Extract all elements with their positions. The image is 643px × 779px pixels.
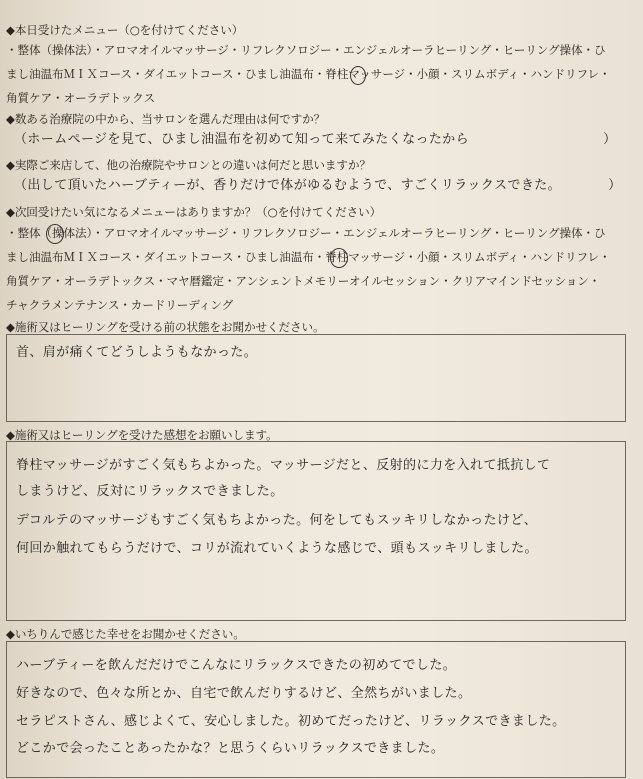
q5-answer-line-1: 首、肩が痛くてどうしようもなかった。 bbox=[16, 345, 258, 360]
q6-answer-line-1: 脊柱マッサージがすごく気もちよかった。マッサージだと、反射的に力を入れて抵抗して bbox=[16, 458, 551, 473]
q1-heading: ◆本日受けたメニュー（○を付けてください） bbox=[6, 23, 244, 37]
q1-menu-line-2: まし油温布ＭＩＸコース・ダイエットコース・ひまし油温布・脊柱マッサージ・小顔・スリムボディ・ハンドリフレ・ bbox=[6, 67, 611, 81]
q1-menu-line-3: 角質ケア・オーラデトックス bbox=[6, 91, 155, 105]
q4-menu-line-1: ・整体（操体法）・アロマオイルマッサージ・リフレクソロジー・エンジェルオーラヒーリング・ヒーリング操体・ひ bbox=[6, 226, 606, 240]
q3-heading: ◆実際ご来店して、他の治療院やサロンとの違いは何だと思いますか？ bbox=[6, 158, 371, 172]
q7-answer-line-2: 好きなので、色々な所とか、自宅で飲んだりするけど、全然ちがいました。 bbox=[16, 686, 472, 701]
q2-heading: ◆数ある治療院の中から、当サロンを選んだ理由は何ですか？ bbox=[6, 112, 326, 126]
q6-answer-line-3: デコルテのマッサージもすごく気もちよかった。何をしてもスッキリしなかったけど、 bbox=[16, 513, 538, 528]
q1-selection-circle bbox=[350, 66, 366, 85]
q3-answer: （出して頂いたハーブティーが、香りだけで体がゆるむようで、すごくリラックスできた。 ） bbox=[14, 178, 622, 193]
q5-heading: ◆施術又はヒーリングを受ける前の状態をお聞かせください。 bbox=[6, 320, 325, 334]
q4-selection-circle-1 bbox=[46, 224, 64, 244]
q1-menu-line-1: ・整体（操体法）・アロマオイルマッサージ・リフレクソロジー・エンジェルオーラヒーリング・ヒーリング操体・ひ bbox=[6, 43, 606, 57]
q7-heading: ◆いちりんで感じた幸せをお聞かせください。 bbox=[6, 627, 245, 641]
q6-heading: ◆施術又はヒーリングを受けた感想をお願いします。 bbox=[6, 428, 278, 442]
q4-menu-line-4: チャクラメンテナンス・カードリーディング bbox=[6, 298, 234, 312]
q7-answer-line-4: どこかで会ったことあったかな？と思うくらいリラックスできました。 bbox=[16, 741, 445, 756]
q7-answer-line-3: セラピストさん、感じよくて、安心しました。初めてだったけど、リラックスできました。 bbox=[16, 714, 566, 729]
q4-heading: ◆次回受けたい気になるメニューはありますか？（○を付けてください） bbox=[6, 205, 382, 219]
q4-selection-circle-2 bbox=[330, 248, 348, 268]
q7-answer-line-1: ハーブティーを飲んだだけでこんなにリラックスできたの初めてでした。 bbox=[16, 658, 457, 673]
q4-menu-line-2: まし油温布ＭＩＸコース・ダイエットコース・ひまし油温布・脊柱マッサージ・小顔・スリムボディ・ハンドリフレ・ bbox=[6, 250, 611, 264]
q6-answer-line-2: しまうけど、反対にリラックスできました。 bbox=[16, 484, 284, 499]
q4-menu-line-3: 角質ケア・オーラデトックス・マヤ暦鑑定・アンシェントメモリーオイルセッション・クリアマインドセッション・ bbox=[6, 274, 601, 288]
q6-answer-line-4: 何回か触れてもらうだけで、コリが流れていくような感じで、頭もスッキリしました。 bbox=[16, 541, 538, 556]
q2-answer: （ホームページを見て、ひまし油温布を初めて知って来てみたくなったから ） bbox=[14, 132, 617, 147]
